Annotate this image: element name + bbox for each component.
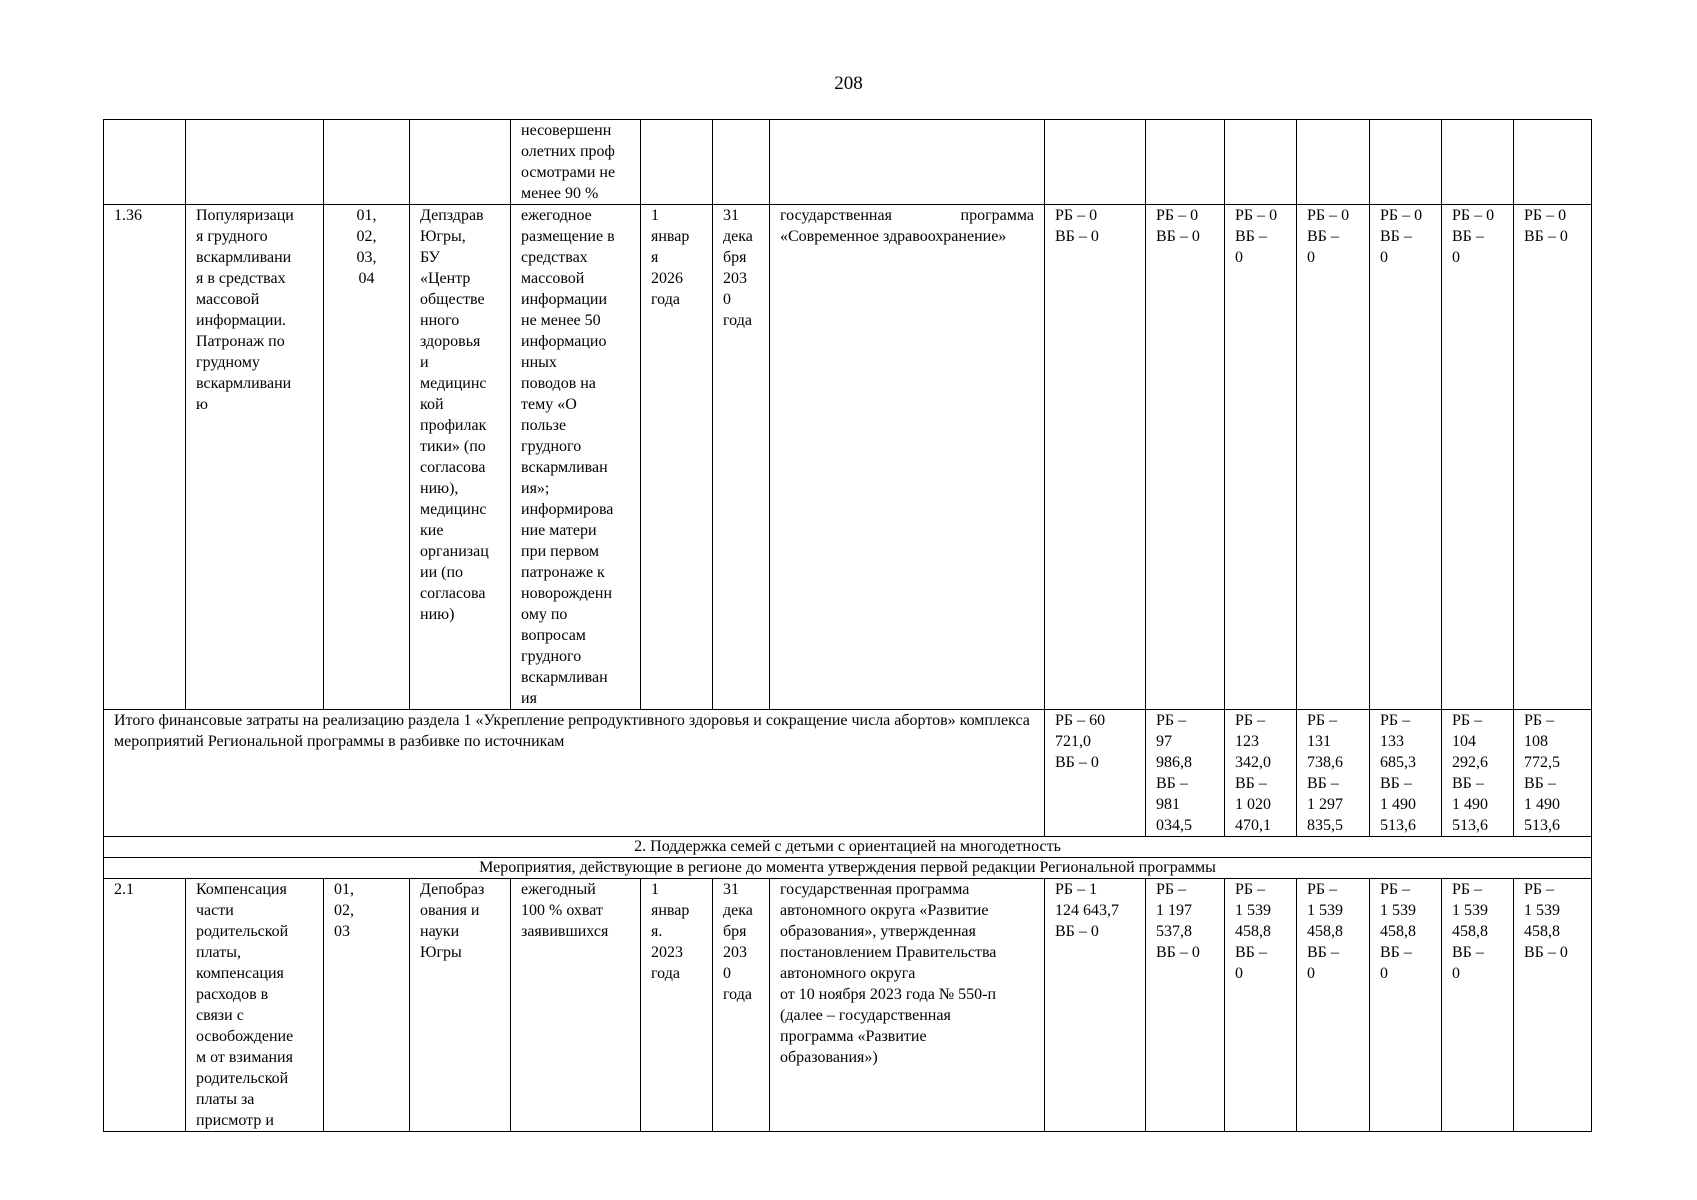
funding-cell: РБ – 97 986,8 ВБ – 981 034,5 (1146, 710, 1225, 837)
row-number-cell: 2.1 (104, 879, 186, 1132)
measure-name-cell (186, 120, 324, 205)
funding-cell: РБ – 0 ВБ – 0 (1370, 205, 1442, 710)
total-row (104, 710, 1592, 837)
funding-cell: РБ – 1 539 458,8 ВБ – 0 (1225, 879, 1297, 1132)
funding-cell: РБ – 1 539 458,8 ВБ – 0 (1442, 879, 1514, 1132)
funding-cell (1045, 120, 1146, 205)
start-date-cell: 1 январ я 2026 года (641, 205, 713, 710)
measure-name-cell: Популяризаци я грудного вскармливани я в средствах массовой информации. Патронаж по грудному вскармливани ю (186, 205, 324, 710)
funding-cell: РБ – 0 ВБ – 0 (1225, 205, 1297, 710)
row-number-cell (104, 120, 186, 205)
measure-name-cell: Компенсация части родительской платы, компенсация расходов в связи с освобождение м от взимания родительской платы за присмотр и (186, 879, 324, 1132)
executor-cell: Депздрав Югры, БУ «Центр обществе нного здоровья и медицинс кой профилак тики» (по согласова нию), медицинс кие организац ии (по согласова нию) (410, 205, 511, 710)
page-number: 208 (834, 73, 863, 94)
funding-cell: РБ – 1 124 643,7 ВБ – 0 (1045, 879, 1146, 1132)
end-date-cell: 31 дека бря 203 0 года (713, 205, 770, 710)
end-date-cell (713, 120, 770, 205)
result-cell: ежегодное размещение в средствах массовой информации не менее 50 информацио нных поводов на тему «О пользе грудного вскармливан ия»; информирова ние матери при первом патронаже к новорожденн ому по вопросам грудного вскармливан ия (511, 205, 641, 710)
start-date-cell (641, 120, 713, 205)
funding-cell: РБ – 0 ВБ – 0 (1146, 205, 1225, 710)
funding-cell (1442, 120, 1514, 205)
section-row (104, 837, 1592, 858)
subsection-title: Мероприятия, действующие в регионе до момента утверждения первой редакции Региональной программы (104, 858, 1592, 879)
funding-cell (1297, 120, 1370, 205)
result-cell: ежегодный 100 % охват заявившихся (511, 879, 641, 1132)
funding-cell: РБ – 123 342,0 ВБ – 1 020 470,1 (1225, 710, 1297, 837)
funding-cell: РБ – 104 292,6 ВБ – 1 490 513,6 (1442, 710, 1514, 837)
measures-table (103, 119, 1592, 1132)
program-cell (770, 120, 1045, 205)
funding-cell: РБ – 131 738,6 ВБ – 1 297 835,5 (1297, 710, 1370, 837)
funding-cell (1370, 120, 1442, 205)
funding-cell (1146, 120, 1225, 205)
funding-cell: РБ – 1 539 458,8 ВБ – 0 (1514, 879, 1592, 1132)
end-date-cell: 31 дека бря 203 0 года (713, 879, 770, 1132)
program-cell: государственная программа автономного округа «Развитие образования», утвержденная постановлением Правительства автономного округа от 10 ноября 2023 года № 550-п (далее – государственная программа «Развитие образования») (770, 879, 1045, 1132)
table-row (104, 879, 1592, 1132)
start-date-cell: 1 январ я. 2023 года (641, 879, 713, 1132)
funding-cell: РБ – 1 539 458,8 ВБ – 0 (1370, 879, 1442, 1132)
funding-cell: РБ – 108 772,5 ВБ – 1 490 513,6 (1514, 710, 1592, 837)
executor-cell (410, 120, 511, 205)
funding-cell: РБ – 0 ВБ – 0 (1442, 205, 1514, 710)
funding-cell: РБ – 0 ВБ – 0 (1297, 205, 1370, 710)
funding-cell (1225, 120, 1297, 205)
subsection-row (104, 858, 1592, 879)
funding-cell: РБ – 60 721,0 ВБ – 0 (1045, 710, 1146, 837)
table-row (104, 120, 1592, 205)
funding-cell: РБ – 0 ВБ – 0 (1045, 205, 1146, 710)
funding-cell: РБ – 133 685,3 ВБ – 1 490 513,6 (1370, 710, 1442, 837)
program-cell: государственная программа «Современное здравоохранение» (770, 205, 1045, 710)
codes-cell: 01, 02, 03, 04 (324, 205, 410, 710)
table-row (104, 205, 1592, 710)
funding-cell: РБ – 0 ВБ – 0 (1514, 205, 1592, 710)
funding-cell (1514, 120, 1592, 205)
codes-cell: 01, 02, 03 (324, 879, 410, 1132)
section-title: 2. Поддержка семей с детьми с ориентацией на многодетность (104, 837, 1592, 858)
executor-cell: Депобраз ования и науки Югры (410, 879, 511, 1132)
result-cell: несовершенн олетних проф осмотрами не менее 90 % (511, 120, 641, 205)
codes-cell (324, 120, 410, 205)
funding-cell: РБ – 1 197 537,8 ВБ – 0 (1146, 879, 1225, 1132)
funding-cell: РБ – 1 539 458,8 ВБ – 0 (1297, 879, 1370, 1132)
total-label: Итого финансовые затраты на реализацию раздела 1 «Укрепление репродуктивного здоровья и сокращение числа абортов» комплекса мероприятий Региональной программы в разбивке по источникам (104, 710, 1045, 837)
row-number-cell: 1.36 (104, 205, 186, 710)
